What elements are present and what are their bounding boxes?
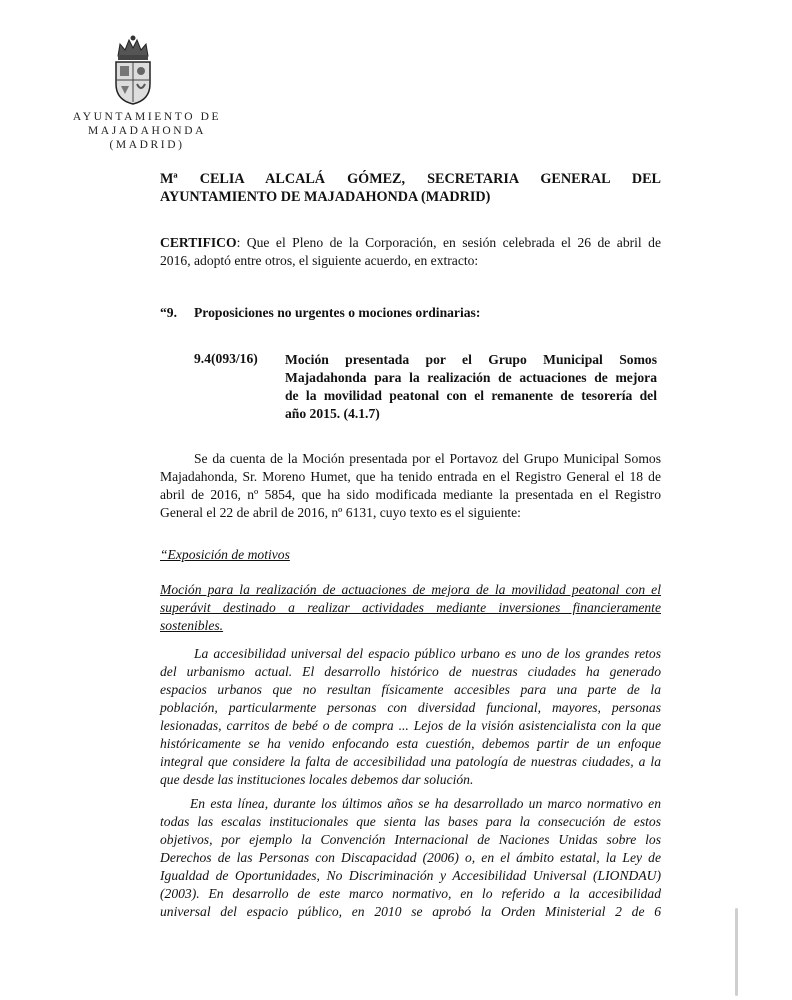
scrollbar[interactable] <box>735 908 738 996</box>
certificate-label: CERTIFICO <box>160 235 237 250</box>
exposition-heading <box>160 546 661 564</box>
paragraph-line: Derechos de las Personas con Discapacidad (2006) o, en el ámbito estatal, la Ley de <box>160 850 661 865</box>
paragraph-line: espacios urbanos que no resultan físicamente accesibles para una parte de la <box>160 682 661 697</box>
paragraph-line: universal del espacio público, en 2010 se aprobó la Orden Ministerial 2 de 6 <box>160 904 661 919</box>
exposition-title-line: sostenibles. <box>160 618 224 633</box>
paragraph-line: población, particularmente personas con diversidad funcional, mayores, personas <box>160 700 661 715</box>
coat-of-arms-icon <box>110 34 156 106</box>
motion-code: 9.4(093/16) <box>194 351 258 366</box>
paragraph-line: En esta línea, durante los últimos años se ha desarrollado un marco normativo en <box>190 796 661 811</box>
intro-line: General el 22 de abril de 2016, nº 6131, cuyo texto es el siguiente: <box>160 505 521 520</box>
exposition-title-line: superávit destinado a realizar actividades mediante inversiones financieramente <box>160 600 661 615</box>
section-heading <box>160 304 661 322</box>
paragraph-line: del urbanismo actual. El desarrollo histórico de nuestras ciudades ha generado <box>160 664 661 679</box>
heading-line-2: AYUNTAMIENTO DE MAJADAHONDA (MADRID) <box>160 189 491 205</box>
paragraph-line: Igualdad de Oportunidades, No Discriminación y Accesibilidad Universal (LIONDAU) <box>160 868 661 883</box>
paragraph-line: que desde las instituciones locales debemos dar solución. <box>160 772 474 787</box>
org-line-3: (MADRID) <box>109 139 185 151</box>
motion-title-line: de la movilidad peatonal con el remanente de tesorería del <box>285 388 657 403</box>
intro-line: abril de 2016, nº 5854, que ha sido modificada mediante la presentada en el Registro <box>160 487 661 502</box>
document-heading <box>160 170 661 206</box>
exposition-heading-text: “Exposición de motivos <box>160 547 290 562</box>
paragraph-line: objetivos, por ejemplo la Convención Internacional de Naciones Unidas sobre los <box>160 832 661 847</box>
section-number: “9. <box>160 305 177 320</box>
org-line-1: AYUNTAMIENTO DE <box>72 111 222 123</box>
motion-title-line: Moción presentada por el Grupo Municipal Somos <box>285 352 657 367</box>
intro-paragraph <box>160 450 661 522</box>
paragraph-line: lesionadas, carritos de bebé o de compra ... Lejos de la visión asistencialista con la que <box>160 718 661 733</box>
paragraph-line: integral que considere la falta de accesibilidad una patología de nuestras ciudades, a la <box>160 754 661 769</box>
heading-line-1: Mª CELIA ALCALÁ GÓMEZ, SECRETARIA GENERAL DEL <box>160 171 661 187</box>
exposition-paragraph-1 <box>160 645 661 789</box>
certificate-line-2: 2016, adoptó entre otros, el siguiente acuerdo, en extracto: <box>160 253 479 268</box>
motion-title <box>285 351 657 423</box>
certificate-line-1: CERTIFICO: Que el Pleno de la Corporación, en sesión celebrada el 26 de abril de <box>160 235 661 250</box>
paragraph-line: La accesibilidad universal del espacio público urbano es uno de los grandes retos <box>194 646 661 661</box>
organization-name <box>62 110 232 152</box>
motion-title-line: Majadahonda para la realización de actuaciones de mejora <box>285 370 657 385</box>
paragraph-line: históricamente se ha venido enfocando esta cuestión, debemos partir de un enfoque <box>160 736 661 751</box>
org-line-2: MAJADAHONDA <box>87 125 207 137</box>
exposition-title-line: Moción para la realización de actuaciones de mejora de la movilidad peatonal con el <box>160 582 661 597</box>
motion-title-line: año 2015. (4.1.7) <box>285 406 380 421</box>
section-title: Proposiciones no urgentes o mociones ordinarias: <box>194 305 481 320</box>
intro-line: Se da cuenta de la Moción presentada por el Portavoz del Grupo Municipal Somos <box>194 451 661 466</box>
certificate-statement <box>160 234 661 270</box>
paragraph-line: (2003). En desarrollo de este marco normativo, en lo referido a la accesibilidad <box>160 886 661 901</box>
exposition-paragraph-2 <box>160 795 661 921</box>
intro-line: Majadahonda, Sr. Moreno Humet, que ha tenido entrada en el Registro General el 18 de <box>160 469 661 484</box>
exposition-title <box>160 581 661 635</box>
paragraph-line: todas las escalas institucionales que sienta las bases para la consecución de estos <box>160 814 661 829</box>
